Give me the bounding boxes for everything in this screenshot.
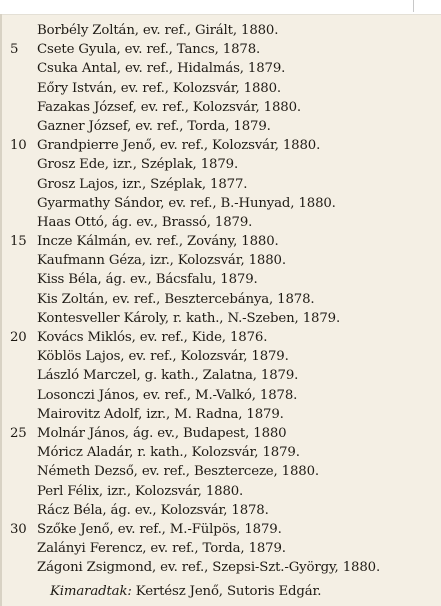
list-item xyxy=(0,194,441,213)
toolbar-divider xyxy=(413,0,414,12)
list-item xyxy=(0,405,441,424)
entry-text: Grosz Ede, izr., Széplak, 1879. xyxy=(37,157,239,173)
entry-text: Rácz Béla, ág. ev., Kolozsvár, 1878. xyxy=(37,502,269,518)
entry-text: Losonczi János, ev. ref., M.-Valkó, 1878. xyxy=(37,387,298,403)
entry-text: Szőke Jenő, ev. ref., M.-Fülpös, 1879. xyxy=(37,521,282,537)
list-item xyxy=(0,21,441,40)
entry-text: Kontesveller Károly, r. kath., N.-Szeben, 1879. xyxy=(37,310,341,326)
list-item xyxy=(0,539,441,558)
list-item xyxy=(0,462,441,481)
list-item xyxy=(0,501,441,520)
list-item xyxy=(0,309,441,328)
list-item xyxy=(0,347,441,366)
entry-text: Köblös Lajos, ev. ref., Kolozsvár, 1879. xyxy=(37,349,289,365)
entry-text: Borbély Zoltán, ev. ref., Girált, 1880. xyxy=(37,23,279,38)
student-list xyxy=(0,21,441,577)
list-item xyxy=(0,290,441,309)
entry-text: Kaufmann Géza, izr., Kolozsvár, 1880. xyxy=(37,253,286,269)
entry-text: Kis Zoltán, ev. ref., Besztercebánya, 1878. xyxy=(37,291,315,307)
entry-text: Mairovitz Adolf, izr., M. Radna, 1879. xyxy=(37,406,284,422)
entry-text: Haas Ottó, ág. ev., Brassó, 1879. xyxy=(37,214,253,230)
list-item xyxy=(0,136,441,155)
entry-text: Zágoni Zsigmond, ev. ref., Szepsi-Szt.-György, 1880. xyxy=(37,560,381,576)
entry-text: László Marczel, g. kath., Zalatna, 1879. xyxy=(37,368,299,384)
entry-text: Németh Dezső, ev. ref., Beszterceze, 1880. xyxy=(37,464,319,480)
entry-text: Csuka Antal, ev. ref., Hidalmás, 1879. xyxy=(37,61,286,77)
entry-text: Csete Gyula, ev. ref., Tancs, 1878. xyxy=(37,42,261,58)
viewer-top-bar xyxy=(0,0,441,15)
omitted-names: Kertész Jenő, Sutoris Edgár. xyxy=(135,584,322,599)
list-item xyxy=(0,424,441,443)
omitted-note xyxy=(50,584,321,599)
list-item xyxy=(0,59,441,78)
list-item xyxy=(0,328,441,347)
list-item xyxy=(0,251,441,270)
line-number: 20 xyxy=(10,330,27,345)
list-item xyxy=(0,79,441,98)
list-item xyxy=(0,98,441,117)
list-item xyxy=(0,482,441,501)
list-item xyxy=(0,40,441,59)
entry-text: Grosz Lajos, izr., Széplak, 1877. xyxy=(37,176,248,192)
list-item xyxy=(0,270,441,289)
entry-text: Móricz Aladár, r. kath., Kolozsvár, 1879. xyxy=(37,445,300,461)
list-item xyxy=(0,443,441,462)
line-number: 30 xyxy=(10,521,27,537)
entry-text: Fazakas József, ev. ref., Kolozsvár, 1880. xyxy=(37,99,301,115)
omitted-label: Kimaradtak: xyxy=(50,584,132,599)
line-number: 15 xyxy=(10,234,27,250)
line-number: 10 xyxy=(10,138,27,154)
list-item xyxy=(0,520,441,539)
line-number: 25 xyxy=(10,425,27,441)
entry-text: Kovács Miklós, ev. ref., Kide, 1876. xyxy=(37,330,268,345)
list-item xyxy=(0,366,441,385)
list-item xyxy=(0,232,441,251)
list-item xyxy=(0,155,441,174)
list-item xyxy=(0,175,441,194)
entry-text: Kiss Béla, ág. ev., Bácsfalu, 1879. xyxy=(37,272,258,288)
list-item xyxy=(0,386,441,405)
list-item xyxy=(0,117,441,136)
entry-text: Eőry István, ev. ref., Kolozsvár, 1880. xyxy=(37,80,281,96)
entry-text: Grandpierre Jenő, ev. ref., Kolozsvár, 1880. xyxy=(37,138,321,154)
entry-text: Gyarmathy Sándor, ev. ref., B.-Hunyad, 1880. xyxy=(37,195,336,211)
entry-text: Gazner József, ev. ref., Torda, 1879. xyxy=(37,118,271,134)
entry-text: Zalányi Ferencz, ev. ref., Torda, 1879. xyxy=(37,541,286,557)
list-item xyxy=(0,213,441,232)
list-item xyxy=(0,558,441,577)
entry-text: Perl Félix, izr., Kolozsvár, 1880. xyxy=(37,483,244,499)
entry-text: Molnár János, ág. ev., Budapest, 1880 xyxy=(37,425,287,441)
entry-text: Incze Kálmán, ev. ref., Zovány, 1880. xyxy=(37,234,279,250)
line-number: 5 xyxy=(10,42,19,58)
